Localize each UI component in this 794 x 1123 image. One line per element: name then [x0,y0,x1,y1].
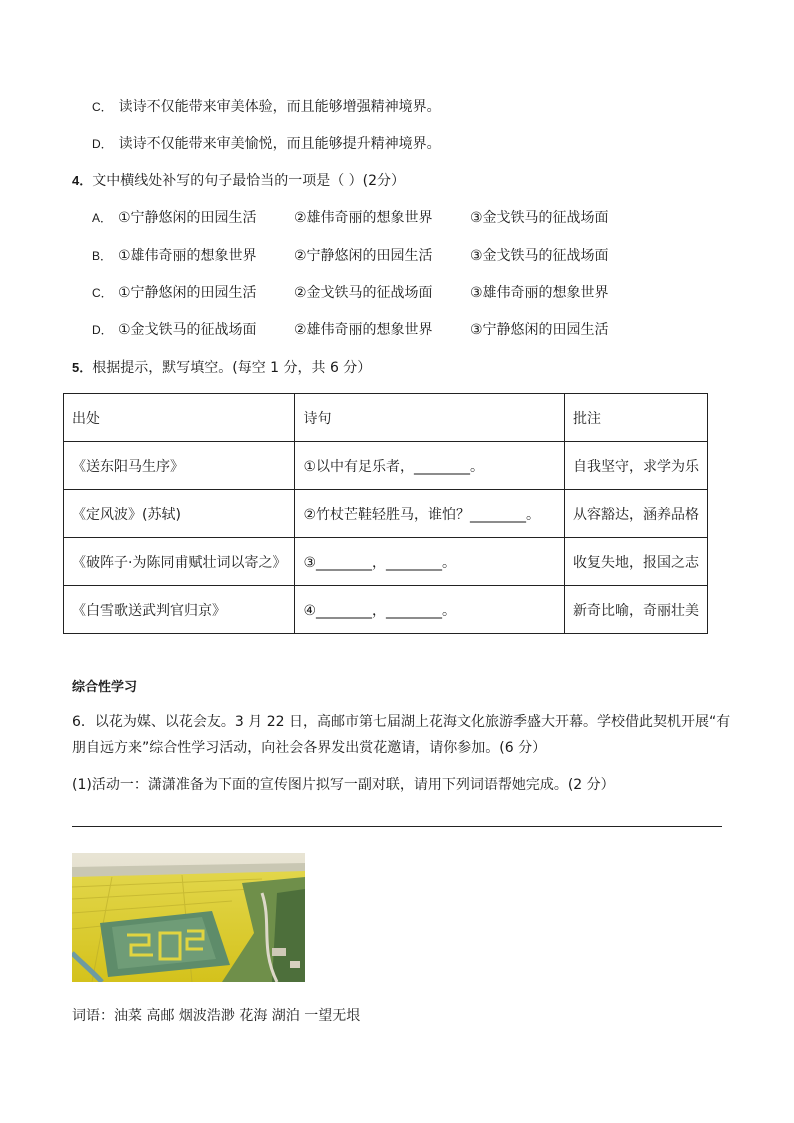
question-6-sub1: (1)活动一：潇潇准备为下面的宣传图片拟写一副对联，请用下列词语帮她完成。(2 分） [72,777,615,793]
question-6-line1: 6．以花为媒、以花会友。3 月 22 日，高邮市第七届湖上花海文化旅游季盛大开幕。学校借此契机开展“有 [72,714,731,730]
word-list: 词语：油菜 高邮 烟波浩渺 花海 湖泊 一望无垠 [72,1008,361,1024]
table-row [64,538,708,586]
question-4-stem: 4．文中横线处补写的句子最恰当的一项是（ ）(2分） [72,173,406,189]
header-annotation: 批注 [565,394,708,442]
cell-annotation: 新奇比喻，奇丽壮美 [565,586,708,634]
cell-source: 《白雪歌送武判官归京》 [64,586,295,634]
question-6-line2: 朋自远方来”综合性学习活动，向社会各界发出赏花邀请，请你参加。(6 分） [72,740,547,756]
q3-option-d: D． 读诗不仅能带来审美愉悦，而且能够提升精神境界。 [92,136,441,152]
cell-verse: ④________，________。 [295,586,565,634]
table-row [64,586,708,634]
answer-line [72,826,722,827]
header-verse: 诗句 [295,394,565,442]
q4-option-c: C． ①宁静悠闲的田园生活 ②金戈铁马的征战场面 ③雄伟奇丽的想象世界 [92,285,609,301]
cell-verse: ③________，________。 [295,538,565,586]
cell-source: 《破阵子·为陈同甫赋壮词以寄之》 [64,538,295,586]
cell-annotation: 从容豁达，涵养品格 [565,490,708,538]
header-source: 出处 [64,394,295,442]
cell-source: 《定风波》(苏轼) [64,490,295,538]
cell-verse: ②竹杖芒鞋轻胜马，谁怕？________。 [295,490,565,538]
table-row [64,490,708,538]
rapeseed-flower-field-photo [72,853,305,982]
section-title: 综合性学习 [72,680,138,695]
cell-annotation: 收复失地，报国之志 [565,538,708,586]
q4-option-d: D． ①金戈铁马的征战场面 ②雄伟奇丽的想象世界 ③宁静悠闲的田园生活 [92,322,609,338]
cell-annotation: 自我坚守，求学为乐 [565,442,708,490]
q3-option-c: C． 读诗不仅能带来审美体验，而且能够增强精神境界。 [92,99,441,115]
question-5-stem: 5．根据提示，默写填空。(每空 1 分，共 6 分） [72,360,372,376]
table-row [64,442,708,490]
table-header-row [64,394,708,442]
recitation-table [63,393,708,634]
cell-source: 《送东阳马生序》 [64,442,295,490]
q4-option-b: B． ①雄伟奇丽的想象世界 ②宁静悠闲的田园生活 ③金戈铁马的征战场面 [92,248,609,264]
cell-verse: ①以中有足乐者，________。 [295,442,565,490]
q4-option-a: A． ①宁静悠闲的田园生活 ②雄伟奇丽的想象世界 ③金戈铁马的征战场面 [92,210,609,226]
